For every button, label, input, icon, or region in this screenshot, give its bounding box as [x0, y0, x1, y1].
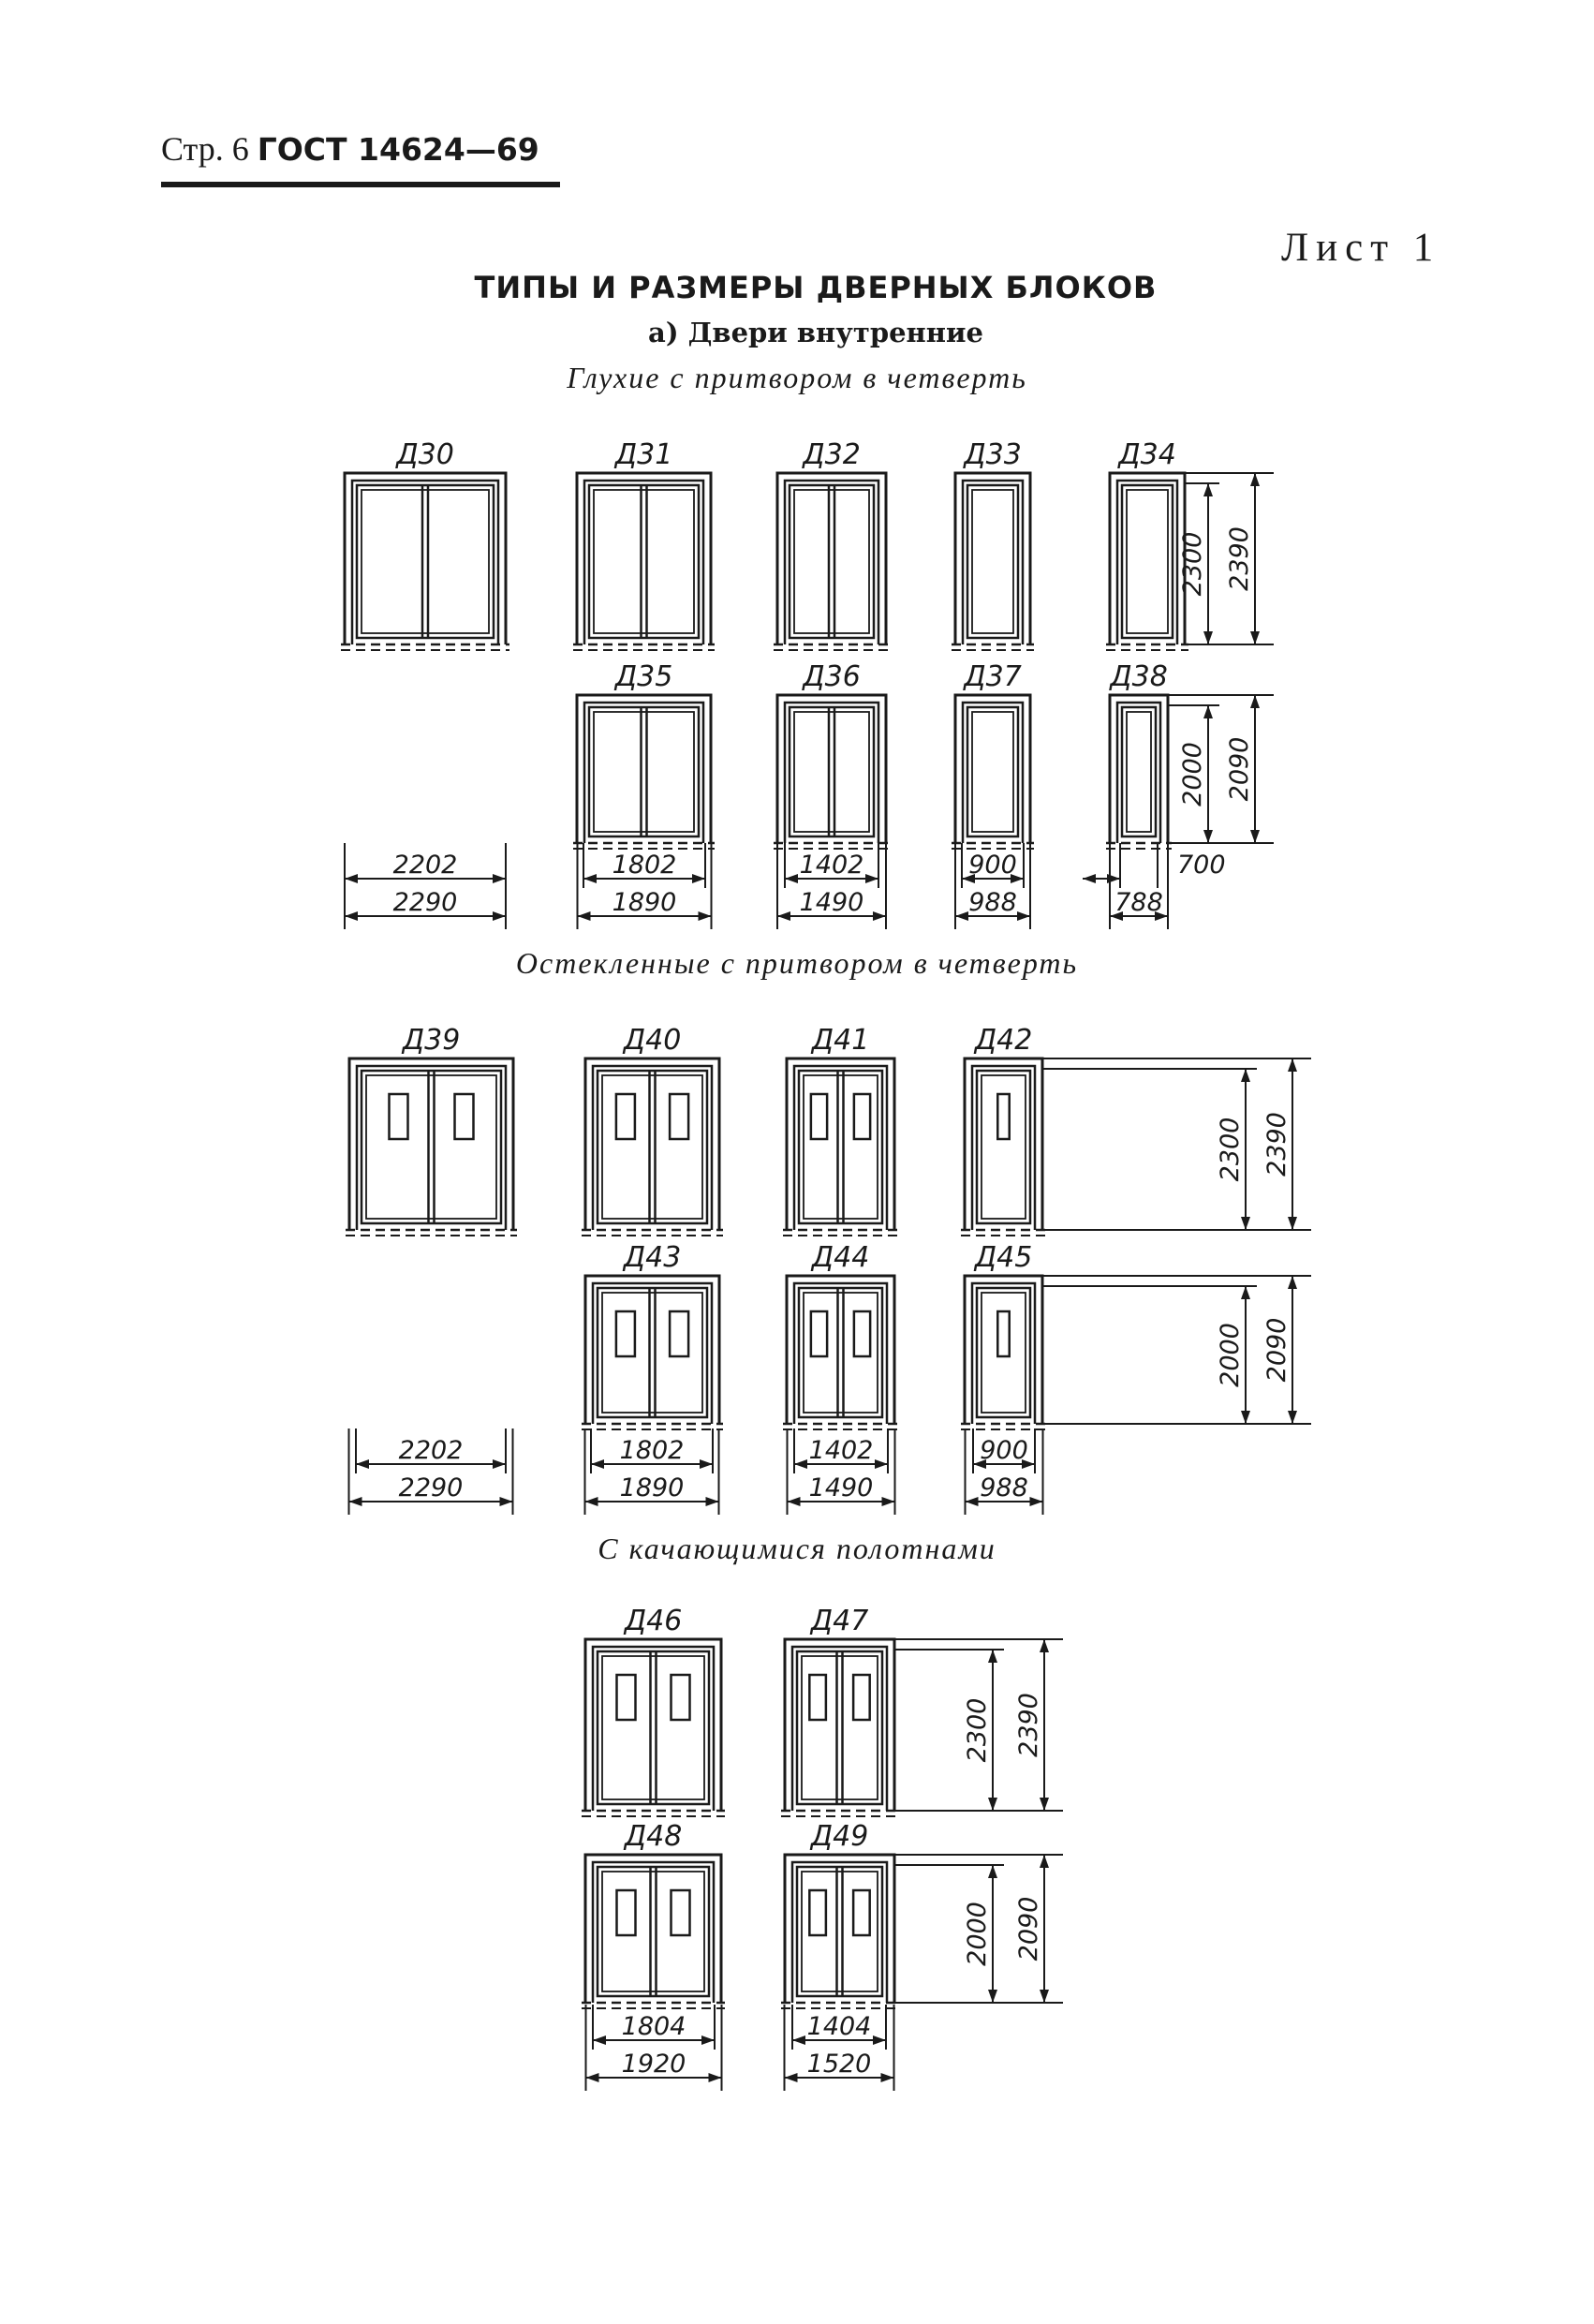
height-outer-value: 2390 [1262, 1112, 1291, 1177]
glazing-right [853, 1890, 870, 1935]
door-leaf-panel [804, 1075, 878, 1219]
door-Д46 [582, 1639, 725, 1816]
glazing-right [670, 1311, 688, 1356]
glazing-right [672, 1890, 690, 1935]
door-leaf-outline [790, 707, 874, 836]
width-outer-value: 1890 [612, 888, 677, 917]
door-leaf-panel [1127, 712, 1151, 832]
glazing-left [617, 1675, 636, 1720]
glazing-left [616, 1311, 635, 1356]
door-label: Д38 [1110, 660, 1168, 693]
door-Д40 [582, 1058, 723, 1236]
width-inner-value: 1804 [621, 2012, 686, 2041]
height-outer-value: 2090 [1262, 1317, 1291, 1383]
door-label: Д35 [614, 660, 673, 693]
glazing-left [390, 1094, 408, 1139]
door-Д31 [573, 473, 715, 650]
door-Д49 [781, 1855, 898, 2008]
door-label: Д42 [974, 1024, 1033, 1057]
door-label: Д31 [614, 438, 673, 471]
glazing-right [854, 1311, 870, 1356]
width-outer-value: 1490 [808, 1473, 874, 1502]
height-inner-value: 2300 [1216, 1117, 1245, 1182]
door-leaf-outline [357, 485, 494, 638]
width-inner-value: 1402 [808, 1436, 874, 1465]
width-inner-value: 1802 [612, 851, 677, 880]
width-inner-value: 900 [980, 1436, 1028, 1465]
door-Д45 [961, 1276, 1046, 1429]
width-outer-value: 788 [1114, 888, 1163, 917]
door-Д48 [582, 1855, 725, 2008]
section-title-swing: С качающимися полотнами [598, 1532, 996, 1565]
glazing-right [854, 1094, 870, 1139]
glazing-left [811, 1311, 827, 1356]
door-Д44 [783, 1276, 898, 1429]
door-frame-inner [584, 703, 703, 843]
door-leaf-panel [794, 490, 869, 633]
door-frame-inner [357, 1066, 506, 1230]
height-inner-value: 2000 [1178, 742, 1207, 807]
door-label: Д41 [811, 1024, 870, 1057]
glazing-left [809, 1675, 826, 1720]
door-Д39 [346, 1058, 517, 1236]
door-frame-outer [585, 1058, 719, 1230]
door-frame-outer [345, 473, 506, 644]
door-label: Д43 [623, 1241, 682, 1274]
door-label: Д46 [624, 1605, 683, 1637]
door-label: Д30 [396, 438, 454, 471]
width-inner-value: 2202 [398, 1436, 464, 1465]
door-frame-inner [593, 1066, 712, 1230]
door-Д34 [1106, 473, 1188, 650]
width-outer-value: 988 [968, 888, 1017, 917]
door-frame-outer [349, 1058, 513, 1230]
door-frame-inner [593, 1283, 712, 1424]
door-frame-inner [785, 703, 878, 843]
width-outer-value: 1520 [806, 2050, 872, 2079]
header-standard: ГОСТ 14624—69 [257, 131, 539, 168]
door-leaf-panel [981, 1075, 1026, 1219]
door-leaf-outline [589, 707, 699, 836]
door-label: Д45 [974, 1241, 1033, 1274]
width-inner-value: 1802 [619, 1436, 685, 1465]
door-leaf-outline [598, 1071, 707, 1223]
width-outer-value: 1890 [619, 1473, 685, 1502]
door-label: Д39 [402, 1024, 461, 1057]
door-leaf-outline [589, 485, 699, 638]
height-outer-value: 2090 [1014, 1896, 1043, 1961]
door-frame-inner [1117, 703, 1160, 843]
door-leaf-panel [794, 712, 869, 832]
door-frame-inner [593, 1862, 714, 2003]
glazing-left [617, 1890, 636, 1935]
glazing-right [670, 1094, 688, 1139]
door-leaf-outline [790, 485, 874, 638]
door-leaf-outline [362, 1071, 501, 1223]
glazing-left [809, 1890, 826, 1935]
door-frame-inner [794, 1066, 887, 1230]
height-inner-value: 2300 [963, 1697, 992, 1763]
door-leaf-outline [598, 1651, 709, 1804]
door-label: Д34 [1118, 438, 1176, 471]
section-title-glazed: Остекленные с притвором в четверть [515, 946, 1079, 980]
glazing-right [672, 1675, 690, 1720]
width-inner-value: 900 [968, 851, 1017, 880]
door-label: Д37 [964, 660, 1022, 693]
door-Д38 [1106, 695, 1172, 849]
door-frame-outer [577, 473, 711, 644]
height-inner-value: 2300 [1178, 531, 1207, 597]
door-frame-outer [585, 1639, 721, 1811]
door-leaf-panel [972, 490, 1013, 633]
door-frame-inner [352, 481, 498, 644]
width-outer-value: 988 [980, 1473, 1028, 1502]
page-title: ТИПЫ И РАЗМЕРЫ ДВЕРНЫХ БЛОКОВ [474, 270, 1158, 305]
door-Д47 [781, 1639, 898, 1816]
glazing [997, 1311, 1009, 1356]
section-title-solid: Глухие с притвором в четверть [567, 361, 1027, 394]
door-leaf-panel [802, 1656, 878, 1799]
door-Д36 [774, 695, 890, 849]
door-label: Д33 [964, 438, 1022, 471]
width-outer-value: 1490 [799, 888, 864, 917]
door-leaf-outline [598, 1867, 709, 1996]
door-leaf-panel [594, 712, 694, 832]
height-outer-value: 2390 [1225, 526, 1254, 591]
door-frame-outer [1110, 695, 1168, 843]
door-leaf-panel [362, 490, 489, 633]
door-leaf-outline [1122, 485, 1173, 638]
door-leaf-outline [977, 1288, 1030, 1417]
door-Д42 [961, 1058, 1046, 1236]
door-frame-inner [794, 1283, 887, 1424]
door-leaf-panel [1127, 490, 1168, 633]
door-leaf-panel [366, 1075, 496, 1219]
page-subtitle: а) Двери внутренние [648, 317, 983, 348]
width-outer-value: 2290 [392, 888, 458, 917]
door-frame-inner [792, 1862, 887, 2003]
door-label: Д48 [624, 1820, 683, 1853]
door-frame-inner [792, 1647, 887, 1811]
glazing-left [811, 1094, 827, 1139]
door-frame-outer [577, 695, 711, 843]
glazing-left [616, 1094, 635, 1139]
door-label: Д36 [803, 660, 861, 693]
door-label: Д44 [811, 1241, 870, 1274]
door-leaf-outline [967, 707, 1018, 836]
width-inner-value: 1402 [799, 851, 864, 880]
width-outer-value: 1920 [621, 2050, 686, 2079]
height-outer-value: 2090 [1225, 736, 1254, 802]
glazing-right [455, 1094, 474, 1139]
door-label: Д40 [623, 1024, 682, 1057]
width-inner-value: 1404 [806, 2012, 872, 2041]
height-outer-value: 2390 [1014, 1693, 1043, 1757]
door-frame-inner [785, 481, 878, 644]
door-Д32 [774, 473, 890, 650]
door-Д35 [573, 695, 715, 849]
width-inner-value: 2202 [392, 851, 458, 880]
door-label: Д49 [810, 1820, 869, 1853]
door-Д43 [582, 1276, 723, 1429]
door-Д30 [341, 473, 509, 650]
door-leaf-panel [594, 490, 694, 633]
door-frame-outer [585, 1276, 719, 1424]
glazing [997, 1094, 1009, 1139]
door-frame-outer [585, 1855, 721, 2003]
width-inner-value: 700 [1177, 851, 1226, 880]
door-label: Д32 [803, 438, 861, 471]
height-inner-value: 2000 [1216, 1323, 1245, 1387]
height-inner-value: 2000 [963, 1902, 992, 1966]
door-Д41 [783, 1058, 898, 1236]
door-frame-inner [593, 1647, 714, 1811]
glazing-right [853, 1675, 870, 1720]
door-leaf-panel [972, 712, 1013, 832]
door-frame-inner [584, 481, 703, 644]
door-leaf-outline [967, 485, 1018, 638]
sheet-number: Лист 1 [1281, 226, 1441, 270]
door-Д33 [952, 473, 1034, 650]
width-outer-value: 2290 [398, 1473, 464, 1502]
door-label: Д47 [810, 1605, 869, 1637]
door-Д37 [952, 695, 1034, 849]
header-prefix: Стр. 6 [161, 130, 249, 168]
door-leaf-outline [598, 1288, 707, 1417]
